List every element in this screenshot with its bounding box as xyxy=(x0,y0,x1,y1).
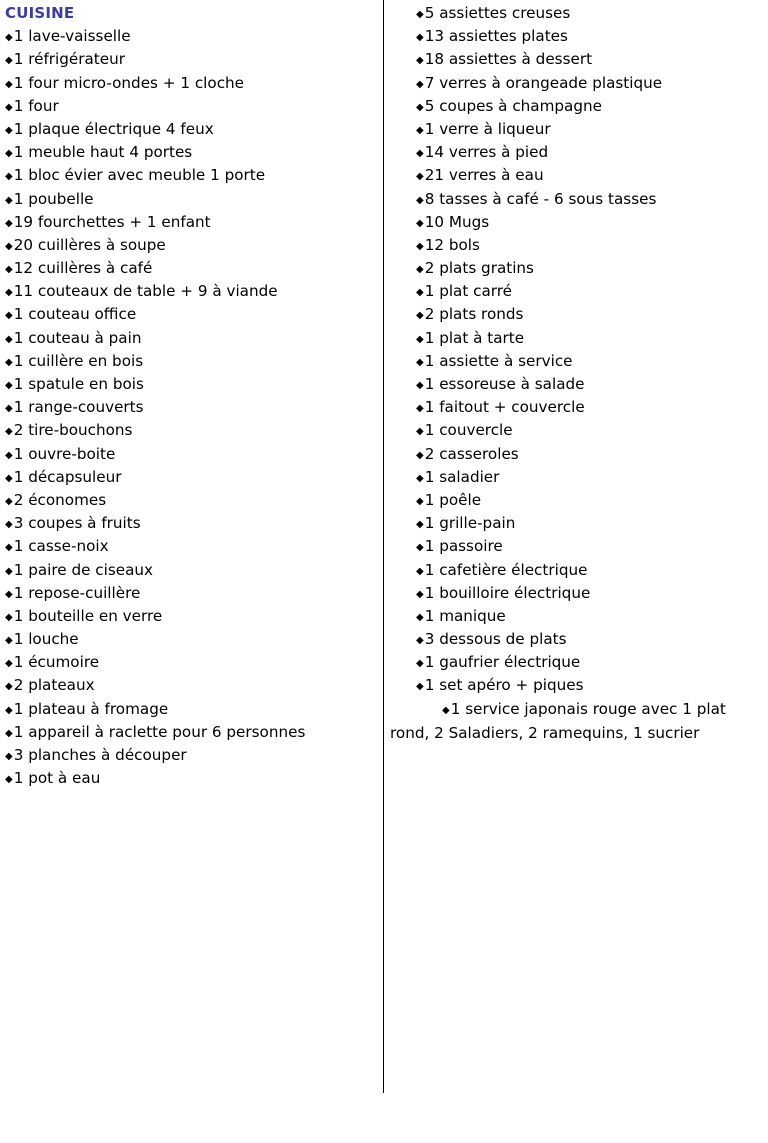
list-item xyxy=(5,582,377,605)
bullet-icon: ◆ xyxy=(5,727,13,739)
bullet-icon: ◆ xyxy=(416,148,424,160)
list-item-text: 12 cuillères à café xyxy=(13,259,153,278)
bullet-icon: ◆ xyxy=(416,495,424,507)
bullet-icon: ◆ xyxy=(5,55,13,67)
bullet-icon: ◆ xyxy=(5,194,13,206)
bullet-icon: ◆ xyxy=(416,658,424,670)
list-item-text: 1 set apéro + piques xyxy=(424,676,584,695)
list-item xyxy=(390,280,762,303)
list-item xyxy=(390,95,762,118)
list-item xyxy=(5,327,377,350)
list-item xyxy=(390,466,762,489)
list-item-text: 1 gaufrier électrique xyxy=(424,653,581,672)
list-item-text: 1 bouteille en verre xyxy=(13,606,163,625)
list-item xyxy=(5,373,377,396)
list-item xyxy=(5,767,377,790)
bullet-icon: ◆ xyxy=(416,32,424,44)
list-item-text: 1 couteau à pain xyxy=(13,328,142,347)
bullet-icon: ◆ xyxy=(416,472,424,484)
list-item xyxy=(5,559,377,582)
list-item-text: 1 poubelle xyxy=(13,189,94,208)
list-item xyxy=(5,674,377,697)
list-item-text: 1 four micro-ondes + 1 cloche xyxy=(13,73,245,92)
list-item-text: 7 verres à orangeade plastique xyxy=(424,73,663,92)
list-item-text: 5 assiettes creuses xyxy=(424,4,571,22)
bullet-icon: ◆ xyxy=(416,240,424,252)
list-item-text: 1 grille-pain xyxy=(424,514,516,533)
list-item xyxy=(390,512,762,535)
list-item xyxy=(390,605,762,628)
bullet-icon: ◆ xyxy=(5,356,13,368)
list-item-text: 1 pot à eau xyxy=(13,769,101,788)
list-item xyxy=(390,628,762,651)
list-item-text: 2 plateaux xyxy=(13,676,95,695)
bullet-icon: ◆ xyxy=(416,264,424,276)
list-item-text: 1 appareil à raclette pour 6 personnes xyxy=(13,722,306,741)
list-item-text: 18 assiettes à dessert xyxy=(424,50,593,69)
list-item-text: 10 Mugs xyxy=(424,212,490,231)
list-item xyxy=(390,419,762,442)
bullet-icon: ◆ xyxy=(416,519,424,531)
list-item-text: 13 assiettes plates xyxy=(424,27,568,46)
list-item xyxy=(5,721,377,744)
bullet-icon: ◆ xyxy=(5,171,13,183)
bullet-icon: ◆ xyxy=(416,287,424,299)
list-item-text: 1 plat à tarte xyxy=(424,328,525,347)
list-item-text: 21 verres à eau xyxy=(424,166,544,185)
bullet-icon: ◆ xyxy=(416,101,424,113)
bullet-icon: ◆ xyxy=(5,240,13,252)
bullet-icon: ◆ xyxy=(5,588,13,600)
list-item xyxy=(5,234,377,257)
list-item-text: 8 tasses à café - 6 sous tasses xyxy=(424,189,657,208)
list-item-text: 2 casseroles xyxy=(424,444,519,463)
list-item xyxy=(5,396,377,419)
bullet-icon: ◆ xyxy=(5,449,13,461)
list-item-text: 1 essoreuse à salade xyxy=(424,375,585,393)
list-item xyxy=(5,95,377,118)
bullet-icon: ◆ xyxy=(5,32,13,44)
list-item xyxy=(5,118,377,141)
bullet-icon: ◆ xyxy=(416,55,424,67)
list-item-text: 5 coupes à champagne xyxy=(424,96,602,115)
list-item xyxy=(5,141,377,164)
bullet-icon: ◆ xyxy=(416,217,424,229)
bullet-icon: ◆ xyxy=(5,681,13,693)
list-item-text: 1 saladier xyxy=(424,467,500,486)
list-item-text: 1 assiette à service xyxy=(424,351,573,370)
list-item-text: 3 dessous de plats xyxy=(424,630,567,649)
bullet-icon: ◆ xyxy=(416,681,424,693)
bullet-icon: ◆ xyxy=(5,635,13,647)
list-item xyxy=(5,605,377,628)
list-item xyxy=(5,628,377,651)
list-item-text: 1 casse-noix xyxy=(13,537,109,556)
list-item xyxy=(390,234,762,257)
list-item xyxy=(5,744,377,767)
list-item-text: 1 bouilloire électrique xyxy=(424,583,591,602)
bullet-icon: ◆ xyxy=(5,751,13,762)
bullet-icon: ◆ xyxy=(416,611,424,623)
list-item-text: 2 plats ronds xyxy=(424,305,524,324)
bullet-icon: ◆ xyxy=(416,78,424,90)
list-item xyxy=(390,674,762,697)
left-column xyxy=(5,2,377,790)
list-item-text: 1 écumoire xyxy=(13,653,100,672)
list-item xyxy=(390,164,762,187)
list-item xyxy=(390,489,762,512)
bullet-icon: ◆ xyxy=(416,194,424,206)
list-item-text: 1 réfrigérateur xyxy=(13,50,125,69)
list-item xyxy=(5,164,377,187)
list-item xyxy=(390,25,762,48)
bullet-icon: ◆ xyxy=(5,333,13,345)
bullet-icon: ◆ xyxy=(416,9,424,20)
list-item-text: 1 faitout + couvercle xyxy=(424,398,585,417)
bullet-icon: ◆ xyxy=(5,611,13,623)
bullet-icon: ◆ xyxy=(5,495,13,507)
list-item xyxy=(390,72,762,95)
list-item-text: 1 repose-cuillère xyxy=(13,583,141,602)
list-item xyxy=(5,280,377,303)
bullet-icon: ◆ xyxy=(416,565,424,577)
list-item xyxy=(5,489,377,512)
list-item xyxy=(5,419,377,442)
list-item-text: 11 couteaux de table + 9 à viande xyxy=(13,282,278,301)
bullet-icon: ◆ xyxy=(416,356,424,368)
bullet-icon: ◆ xyxy=(5,542,13,554)
list-item-text: 1 spatule en bois xyxy=(13,375,144,393)
bullet-icon: ◆ xyxy=(416,310,424,322)
bullet-icon: ◆ xyxy=(5,426,13,438)
bullet-icon: ◆ xyxy=(5,380,13,391)
bullet-icon: ◆ xyxy=(5,217,13,229)
list-item-text: 1 bloc évier avec meuble 1 porte xyxy=(13,166,266,185)
list-item xyxy=(5,466,377,489)
bullet-icon: ◆ xyxy=(5,148,13,160)
bullet-icon: ◆ xyxy=(416,426,424,438)
bullet-icon: ◆ xyxy=(5,287,13,299)
list-item-text: 1 service japonais rouge avec 1 plat rond, 2 Saladiers, 2 ramequins, 1 sucrier xyxy=(390,699,726,742)
list-item xyxy=(390,582,762,605)
list-item xyxy=(390,48,762,71)
list-item-text: 1 poêle xyxy=(424,490,482,509)
bullet-icon: ◆ xyxy=(5,519,13,531)
list-item-text: 3 planches à découper xyxy=(13,746,187,764)
list-item-last xyxy=(390,698,762,745)
bullet-icon: ◆ xyxy=(5,101,13,113)
list-item xyxy=(5,535,377,558)
list-item xyxy=(5,48,377,71)
bullet-icon: ◆ xyxy=(416,635,424,647)
bullet-icon: ◆ xyxy=(5,403,13,415)
list-item-text: 1 meuble haut 4 portes xyxy=(13,143,193,162)
list-item xyxy=(5,188,377,211)
list-item-text: 1 plat carré xyxy=(424,282,513,301)
list-item-text: 1 verre à liqueur xyxy=(424,119,551,138)
bullet-icon: ◆ xyxy=(5,658,13,670)
list-item-text: 1 passoire xyxy=(424,537,503,556)
list-item xyxy=(390,211,762,234)
list-item-text: 1 plaque électrique 4 feux xyxy=(13,119,214,138)
list-item xyxy=(390,257,762,280)
bullet-icon: ◆ xyxy=(5,774,13,786)
list-item xyxy=(390,141,762,164)
left-item-list xyxy=(5,25,377,790)
list-item xyxy=(390,373,762,396)
bullet-icon: ◆ xyxy=(416,588,424,600)
list-item-text: 1 ouvre-boite xyxy=(13,444,116,463)
bullet-icon: ◆ xyxy=(5,264,13,276)
list-item-text: 20 cuillères à soupe xyxy=(13,235,166,254)
list-item-text: 19 fourchettes + 1 enfant xyxy=(13,212,211,231)
bullet-icon: ◆ xyxy=(442,704,450,716)
list-item-text: 1 décapsuleur xyxy=(13,467,122,486)
list-item xyxy=(390,535,762,558)
list-item-text: 1 paire de ciseaux xyxy=(13,560,154,579)
list-item-text: 1 lave-vaisselle xyxy=(13,27,131,46)
right-item-list xyxy=(390,2,762,698)
list-item-text: 1 range-couverts xyxy=(13,398,144,417)
list-item-text: 12 bols xyxy=(424,235,480,254)
right-column xyxy=(390,2,762,745)
list-item-text: 1 louche xyxy=(13,630,79,649)
bullet-icon: ◆ xyxy=(5,704,13,716)
bullet-icon: ◆ xyxy=(416,124,424,136)
list-item xyxy=(390,559,762,582)
list-item-text: 3 coupes à fruits xyxy=(13,514,141,533)
bullet-icon: ◆ xyxy=(416,449,424,461)
list-item-text: 2 économes xyxy=(13,490,107,509)
list-item xyxy=(5,303,377,326)
list-item-text: 1 manique xyxy=(424,606,506,625)
list-item-text: 2 plats gratins xyxy=(424,259,534,278)
list-item-text: 1 four xyxy=(13,96,59,115)
list-item xyxy=(390,303,762,326)
list-item xyxy=(5,512,377,535)
list-item xyxy=(390,118,762,141)
bullet-icon: ◆ xyxy=(5,310,13,322)
bullet-icon: ◆ xyxy=(5,124,13,136)
list-item-text: 14 verres à pied xyxy=(424,143,549,162)
list-item-text: 1 couvercle xyxy=(424,421,513,440)
bullet-icon: ◆ xyxy=(416,380,424,391)
list-item xyxy=(390,327,762,350)
list-item xyxy=(5,651,377,674)
list-item-text: 1 cuillère en bois xyxy=(13,351,144,370)
bullet-icon: ◆ xyxy=(416,333,424,345)
list-item xyxy=(390,651,762,674)
list-item xyxy=(390,350,762,373)
bullet-icon: ◆ xyxy=(416,403,424,415)
bullet-icon: ◆ xyxy=(5,565,13,577)
bullet-icon: ◆ xyxy=(5,78,13,90)
list-item xyxy=(5,350,377,373)
list-item xyxy=(5,443,377,466)
list-item xyxy=(5,257,377,280)
list-item xyxy=(390,443,762,466)
list-item-text: 2 tire-bouchons xyxy=(13,421,133,440)
list-item xyxy=(5,72,377,95)
column-divider xyxy=(383,0,384,1093)
list-item xyxy=(5,211,377,234)
list-item xyxy=(5,25,377,48)
bullet-icon: ◆ xyxy=(416,542,424,554)
list-item xyxy=(390,396,762,419)
section-title: CUISINE xyxy=(5,4,75,22)
list-item-text: 1 couteau office xyxy=(13,305,137,324)
bullet-icon: ◆ xyxy=(416,171,424,183)
list-item-text: 1 cafetière électrique xyxy=(424,560,588,579)
bullet-icon: ◆ xyxy=(5,472,13,484)
list-item-text: 1 plateau à fromage xyxy=(13,699,169,718)
list-item xyxy=(390,2,762,25)
list-item xyxy=(5,698,377,721)
list-item xyxy=(390,188,762,211)
